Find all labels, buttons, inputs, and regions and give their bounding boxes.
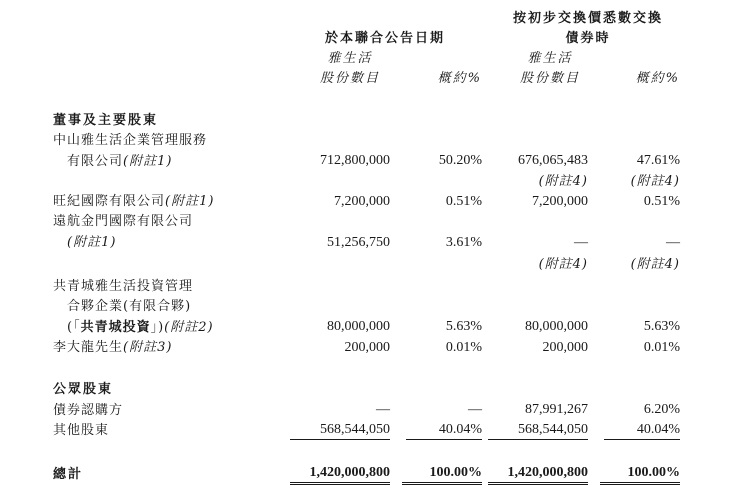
row-zhongshan-shares-exch-note: (附註4)	[538, 174, 588, 189]
total-pct-exch: 100.00%	[600, 466, 680, 485]
row-others-pct-exch: 40.04%	[604, 423, 680, 440]
row-gongqing-pct: 5.63%	[445, 319, 482, 334]
row-yuanhang-shares: 51,256,750	[327, 235, 390, 250]
row-others-shares: 568,544,050	[290, 423, 390, 440]
total-pct: 100.00%	[402, 466, 482, 485]
row-zhongshan-label-line2	[67, 155, 172, 168]
total-label: 總計	[53, 467, 84, 482]
header-group2-title-line1: 按初步交換價悉數交換	[512, 11, 663, 26]
row-wangji-pct: 0.51%	[445, 194, 482, 209]
row-yuanhang-note: (附註1)	[67, 235, 117, 250]
row-gongqing-label-line2: 合夥企業(有限合夥)	[67, 299, 192, 314]
row-zhongshan-pct: 50.20%	[438, 153, 482, 168]
header-col4: 概約%	[635, 71, 680, 86]
row-li-note: (附註3)	[123, 340, 173, 355]
row-bondholders-pct: —	[468, 402, 482, 417]
row-gongqing-shortname: 共青城投資	[80, 320, 151, 335]
row-gongqing-pct-exch: 5.63%	[643, 319, 680, 334]
row-gongqing-shares-exch: 80,000,000	[525, 319, 588, 334]
header-group1-title: 於本聯合公告日期	[324, 31, 445, 46]
row-bondholders-shares: —	[376, 402, 390, 417]
row-gongqing-close-quote: 」)	[150, 320, 165, 335]
total-shares: 1,420,000,800	[290, 466, 390, 485]
row-zhongshan-pct-exch: 47.61%	[636, 153, 680, 168]
section-directors-title: 董事及主要股東	[53, 113, 159, 128]
row-gongqing-note: (附註2)	[164, 320, 214, 335]
row-zhongshan-shares-exch: 676,065,483	[518, 153, 588, 168]
row-zhongshan-pct-exch-note: (附註4)	[630, 174, 680, 189]
row-yuanhang-pct-exch: —	[666, 235, 680, 250]
section-public-title: 公眾股東	[53, 382, 114, 397]
row-others-pct: 40.04%	[406, 423, 482, 440]
row-yuanhang-pct: 3.61%	[445, 235, 482, 250]
row-zhongshan-shares: 712,800,000	[320, 153, 390, 168]
row-bondholders-label: 債券認購方	[53, 403, 124, 418]
row-bondholders-pct-exch: 6.20%	[643, 402, 680, 417]
row-wangji-shares-exch: 7,200,000	[532, 194, 588, 209]
row-wangji-pct-exch: 0.51%	[643, 194, 680, 209]
row-bondholders-shares-exch: 87,991,267	[525, 402, 588, 417]
row-others-shares-exch: 568,544,050	[488, 423, 588, 440]
row-li-label	[53, 341, 172, 354]
row-zhongshan-label-line1: 中山雅生活企業管理服務	[53, 133, 208, 148]
row-yuanhang-label-line1: 遠航金門國際有限公司	[53, 214, 194, 229]
row-li-shares: 200,000	[344, 340, 390, 355]
row-gongqing-label-line1: 共青城雅生活投資管理	[53, 279, 194, 294]
row-wangji-label	[53, 195, 214, 208]
row-wangji-shares: 7,200,000	[334, 194, 390, 209]
row-li-name: 李大龍先生	[53, 340, 124, 355]
row-yuanhang-shares-exch: —	[574, 235, 588, 250]
row-li-shares-exch: 200,000	[542, 340, 588, 355]
header-col1-line1: 雅生活	[327, 51, 373, 66]
row-yuanhang-shares-exch-note: (附註4)	[538, 257, 588, 272]
row-yuanhang-pct-exch-note: (附註4)	[630, 257, 680, 272]
header-col1-line2: 股份數目	[319, 71, 380, 86]
header-group2-title-line2: 債券時	[565, 31, 611, 46]
row-zhongshan-note: (附註1)	[123, 154, 173, 169]
row-li-pct-exch: 0.01%	[643, 340, 680, 355]
total-shares-exch: 1,420,000,800	[488, 466, 588, 485]
row-gongqing-label-line3	[67, 321, 214, 334]
row-others-label: 其他股東	[53, 423, 110, 438]
row-gongqing-shares: 80,000,000	[327, 319, 390, 334]
row-li-pct: 0.01%	[445, 340, 482, 355]
row-wangji-note: (附註1)	[165, 194, 215, 209]
header-col2: 概約%	[437, 71, 482, 86]
row-zhongshan-label-name: 有限公司	[67, 154, 124, 169]
row-wangji-name: 旺紀國際有限公司	[53, 194, 166, 209]
header-col3-line2: 股份數目	[519, 71, 580, 86]
header-col3-line1: 雅生活	[527, 51, 573, 66]
row-gongqing-open-quote: (「	[67, 320, 81, 335]
